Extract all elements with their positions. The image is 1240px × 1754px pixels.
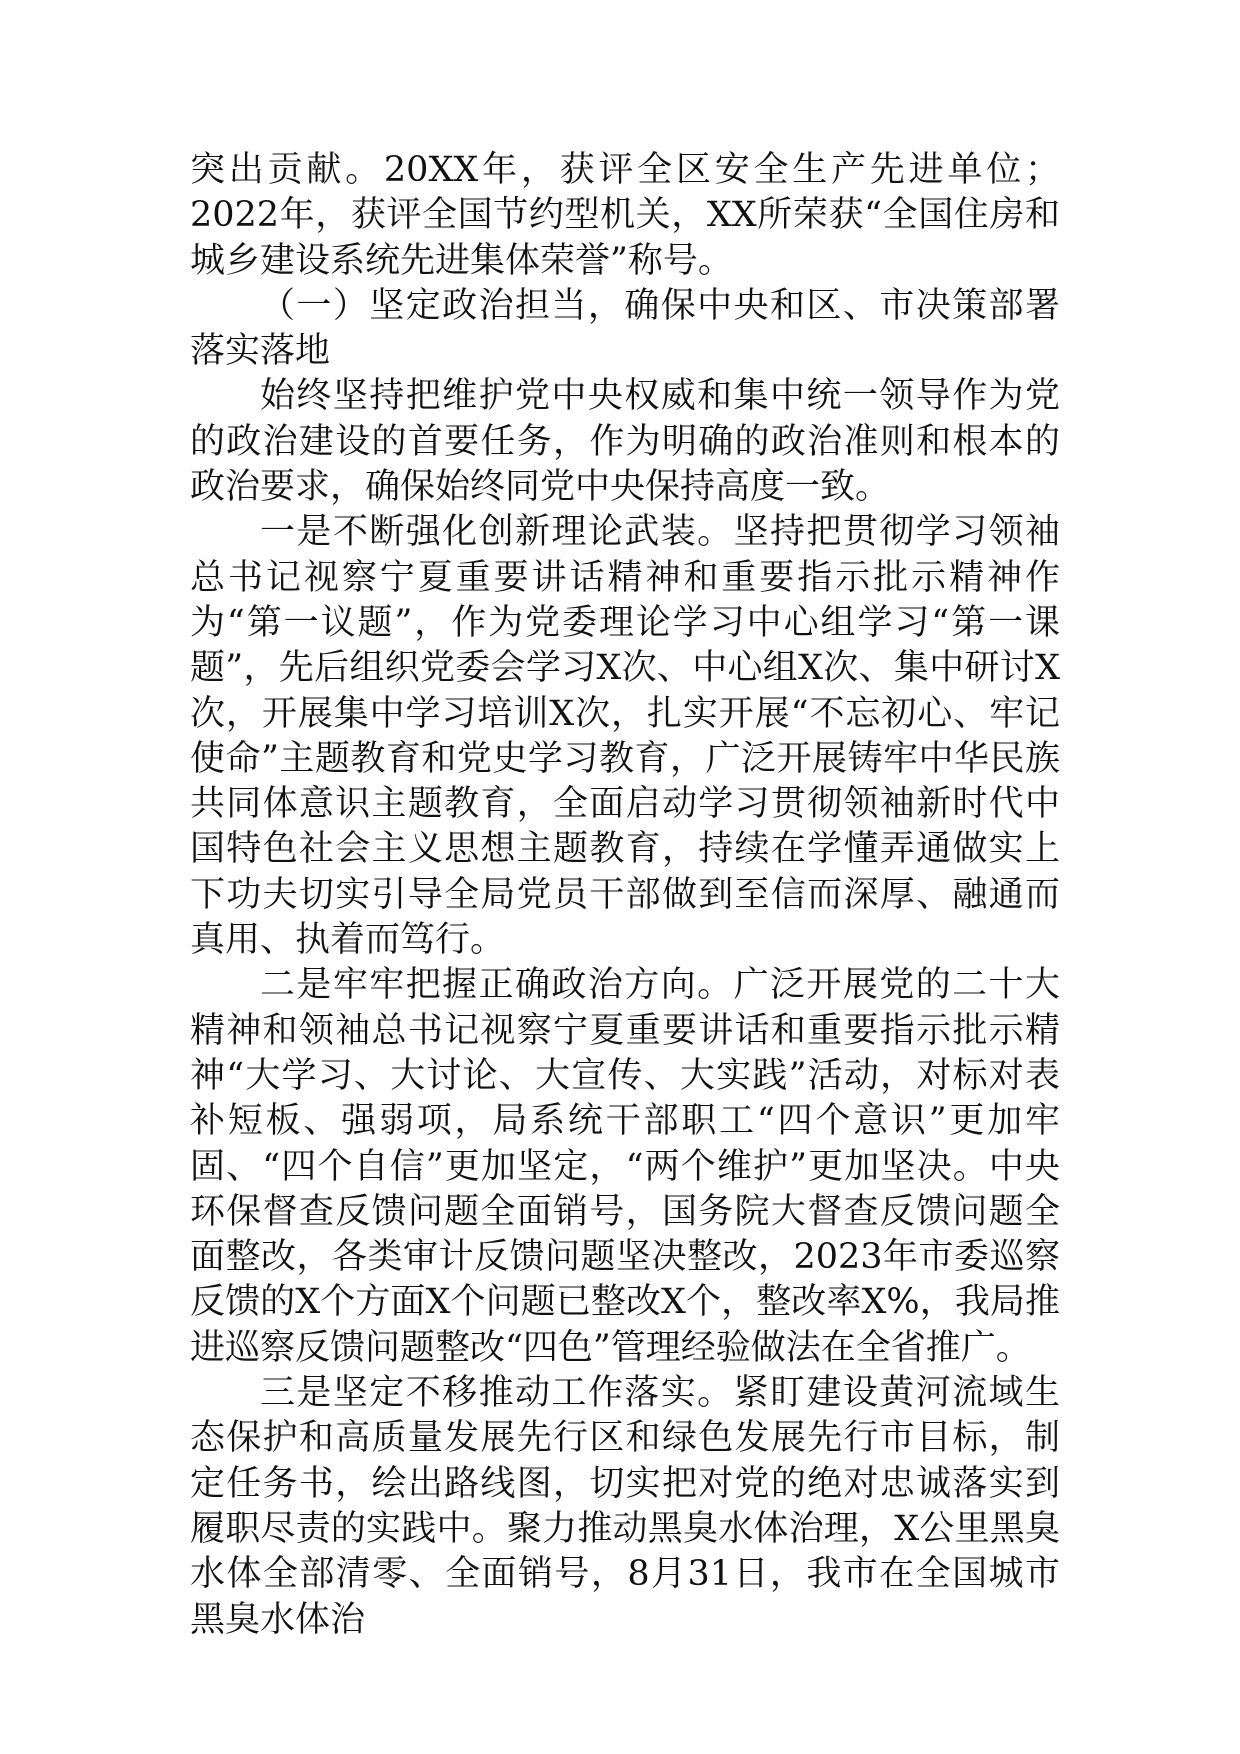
paragraph-intro: 始终坚持把维护党中央权威和集中统一领导作为党的政治建设的首要任务，作为明确的政治准则和根本的政治要求，确保始终同党中央保持高度一致。 [190,376,1060,508]
paragraph-theory-study: 一是不断强化创新理论武装。坚持把贯彻学习领袖总书记视察宁夏重要讲话精神和重要指示批示精神作为“第一议题”，作为党委理论学习中心组学习“第一课题”，先后组织党委会学习X次、中心组X次、集中研讨X次，开展集中学习培训X次，扎实开展“不忘初心、牢记使命”主题教育和党史学习教育，广泛开展铸牢中华民族共同体意识主题教育，全面启动学习贯彻领袖新时代中国特色社会主义思想主题教育，持续在学懂弄通做实上下功夫切实引导全局党员干部做到至信而深厚、融通而真用、执着而笃行。 [190,512,1060,961]
paragraph-political-direction: 二是牢牢把握正确政治方向。广泛开展党的二十大精神和领袖总书记视察宁夏重要讲话和重要指示批示精神“大学习、大讨论、大宣传、大实践”活动，对标对表补短板、强弱项，局系统干部职工“四个意识”更加牢固、“四个自信”更加坚定，“两个维护”更加坚决。中央环保督查反馈问题全面销号，国务院大督查反馈问题全面整改，各类审计反馈问题坚决整改，2023年市委巡察反馈的X个方面X个问题已整改X个，整改率X%，我局推进巡察反馈问题整改“四色”管理经验做法在全省推广。 [190,965,1060,1368]
paragraph-achievements: 突出贡献。20XX年，获评全区安全生产先进单位；2022年，获评全国节约型机关，XX所荣获“全国住房和城乡建设系统先进集体荣誉”称号。 [190,150,1060,281]
document-body [190,148,1060,1643]
paragraph-work-implementation: 三是坚定不移推动工作落实。紧盯建设黄河流域生态保护和高质量发展先行区和绿色发展先行市目标，制定任务书，绘出路线图，切实把对党的绝对忠诚落实到履职尽责的实践中。聚力推动黑臭水体治理，X公里黑臭水体全部清零、全面销号，8月31日，我市在全国城市黑臭水体治 [190,1373,1060,1640]
section-heading-political-responsibility: （一）坚定政治担当，确保中央和区、市决策部署落实落地 [190,285,1060,372]
